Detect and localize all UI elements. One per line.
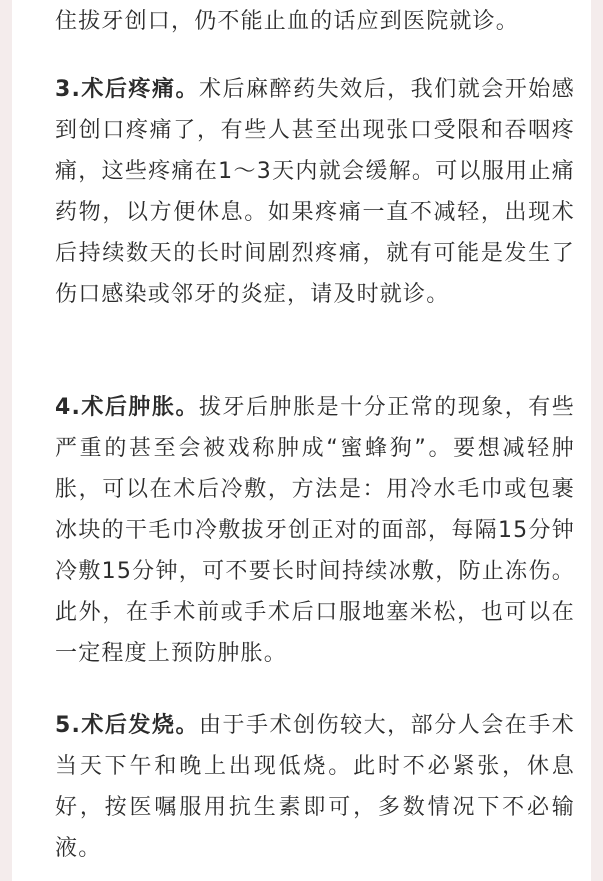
paragraph-text: 住拔牙创口，仍不能止血的话应到医院就诊。 — [55, 9, 520, 34]
section-heading-fever: 5.术后发烧。 — [55, 713, 199, 738]
section-body-swelling: 拔牙后肿胀是十分正常的现象，有些严重的甚至会被戏称肿成“蜜蜂狗”。要想减轻肿胀，可以在术后冷敷，方法是：用冷水毛巾或包裹冰块的干毛巾冷敷拔牙创正对的面部，每隔15分钟冷敷15分钟，可不要长时间持续冰敷，防止冻伤。此外，在手术前或手术后口服地塞米松，也可以在一定程度上预防肿胀。 — [55, 395, 576, 666]
article-card — [12, 0, 591, 881]
paragraph-continuation — [55, 1, 575, 42]
section-body-fever: 由于手术创伤较大，部分人会在手术当天下午和晚上出现低烧。此时不必紧张，休息好，按医嘱服用抗生素即可，多数情况下不必输液。 — [55, 713, 576, 861]
paragraph-pain — [55, 69, 575, 315]
paragraph-fever — [55, 705, 575, 869]
section-heading-swelling: 4.术后肿胀。 — [55, 395, 199, 420]
section-body-pain: 术后麻醉药失效后，我们就会开始感到创口疼痛了，有些人甚至出现张口受限和吞咽疼痛，这些疼痛在1～3天内就会缓解。可以服用止痛药物，以方便休息。如果疼痛一直不减轻，出现术后持续数天的长时间剧烈疼痛，就有可能是发生了伤口感染或邻牙的炎症，请及时就诊。 — [55, 77, 576, 307]
paragraph-swelling — [55, 387, 575, 674]
section-heading-pain: 3.术后疼痛。 — [55, 77, 199, 102]
